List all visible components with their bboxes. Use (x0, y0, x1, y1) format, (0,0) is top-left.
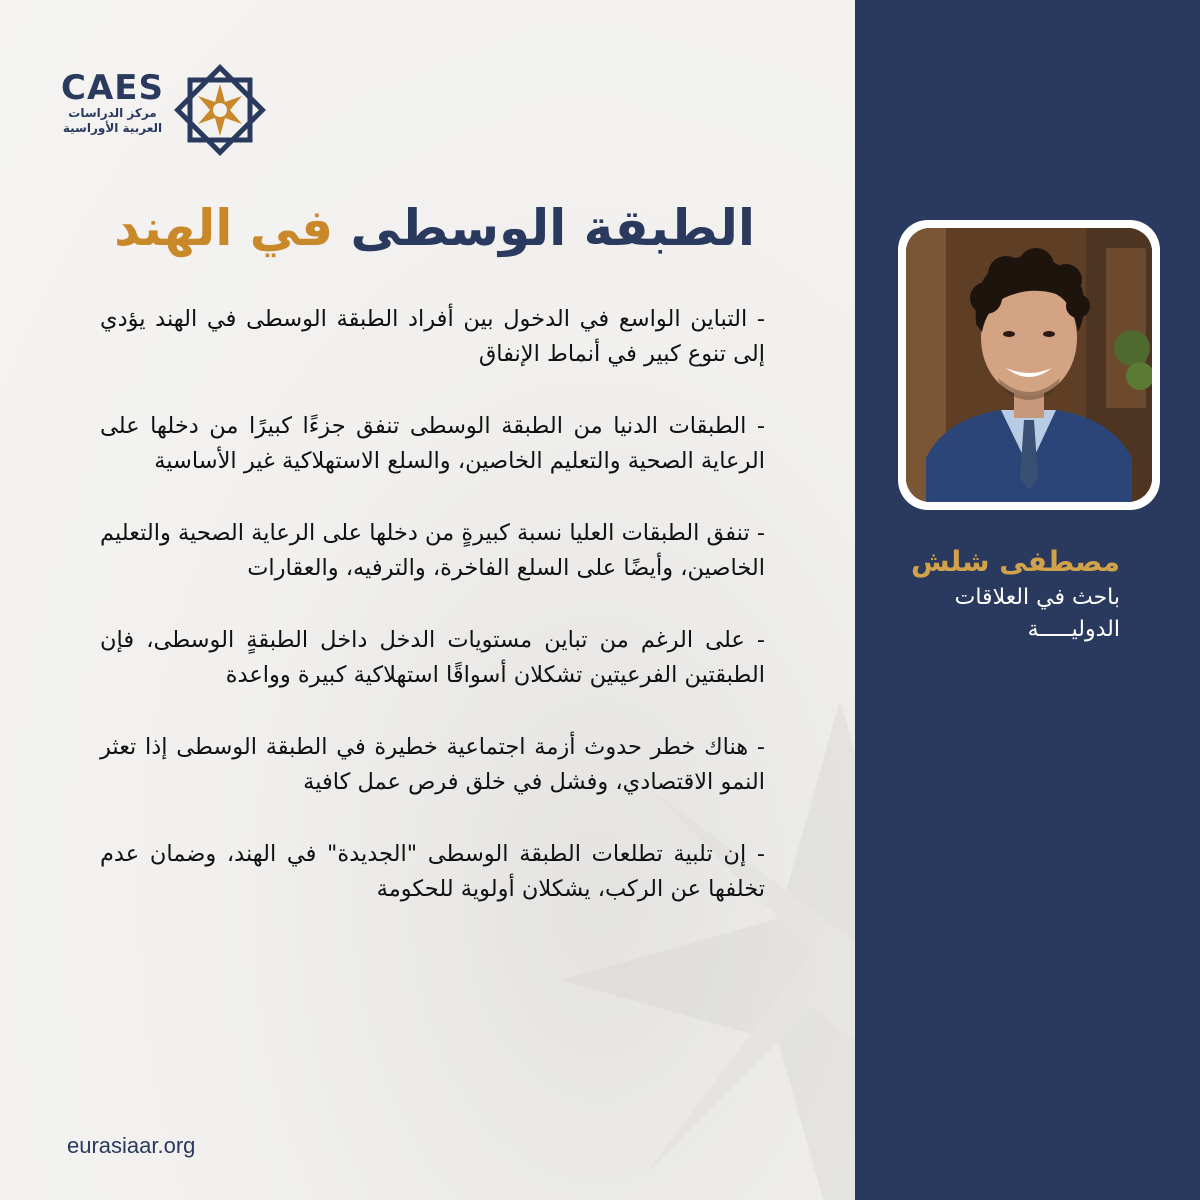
bullet-point: - التباين الواسع في الدخول بين أفراد الطبقة الوسطى في الهند يؤدي إلى تنوع كبير في أنماط الإنفاق (100, 306, 765, 367)
author-portrait-icon (906, 228, 1152, 502)
octagram-emblem-icon (170, 60, 270, 160)
author-role-line2: الدوليـــــة (1027, 617, 1120, 642)
bullet-point: - إن تلبية تطلعات الطبقة الوسطى "الجديدة" في الهند، وضمان عدم تخلفها عن الركب، يشكلان أولوية للحكومة (100, 841, 765, 902)
bullet-point: - تنفق الطبقات العليا نسبة كبيرةٍ من دخلها على الرعاية الصحية والتعليم الخاصين، وأيضًا على السلع الفاخرة، والترفيه، والعقارات (100, 520, 765, 581)
author-name: مصطفى شلش (911, 545, 1120, 578)
website-url: eurasiaar.org (67, 1133, 196, 1158)
author-role (880, 582, 1120, 646)
author-role-line1: باحث في العلاقات (954, 585, 1120, 610)
logo-line2: العربية الأوراسية (62, 121, 163, 135)
page-title (90, 188, 755, 268)
title-main: الطبقة الوسطى (350, 199, 755, 257)
bullet-list (100, 302, 765, 944)
bullet-point: - الطبقات الدنيا من الطبقة الوسطى تنفق جزءًا كبيرًا من دخلها على الرعاية الصحية والتعليم الخاصين، والسلع الاستهلاكية غير الأساسية (100, 413, 765, 474)
logo-acronym: CAES (61, 68, 164, 108)
logo-text (60, 70, 165, 136)
logo-line1: مركز الدراسات (68, 106, 157, 120)
author-photo-frame (898, 220, 1160, 510)
bullet-point: - على الرغم من تباين مستويات الدخل داخل الطبقةٍ الوسطى، فإن الطبقتين الفرعيتين تشكلان أسواقًا استهلاكية كبيرة وواعدة (100, 627, 765, 688)
title-accent: في الهند (114, 199, 334, 257)
caes-logo (60, 60, 270, 160)
bullet-point: - هناك خطر حدوث أزمة اجتماعية خطيرة في الطبقة الوسطى إذا تعثر النمو الاقتصادي، وفشل في خلق فرص عمل كافية (100, 734, 765, 795)
author-photo (906, 228, 1152, 502)
